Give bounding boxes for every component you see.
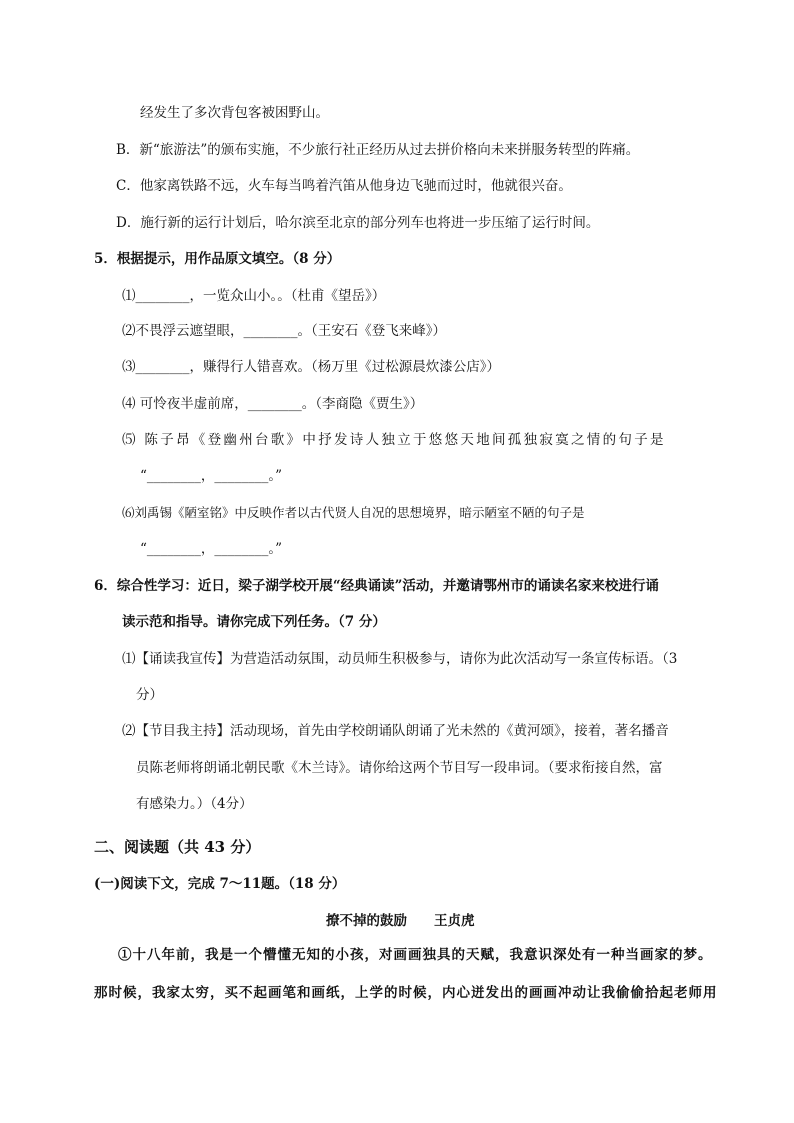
question-5-item-4: ⑷ 可怜夜半虚前席，________。（李商隐《贾生》） bbox=[122, 396, 424, 412]
section-2-heading: 二、阅读题（共 43 分） bbox=[94, 838, 261, 856]
question-5-item-6-blanks: “________，________。” bbox=[140, 541, 283, 557]
question-6: 6．综合性学习：近日，梁子湖学校开展“经典诵读”活动，并邀请鄂州市的诵读名家来校进行诵 bbox=[94, 578, 659, 594]
question-6-item-1-continuation: 分） bbox=[136, 687, 163, 703]
question-5: 5．根据提示，用作品原文填空。（8 分） bbox=[94, 251, 341, 267]
question-5-item-3: ⑶________，赚得行人错喜欢。（杨万里《过松源晨炊漆公店》） bbox=[122, 359, 500, 375]
article-paragraph-1: ①十八年前，我是一个懵懂无知的小孩，对画画独具的天赋，我意识深处有一种当画家的梦。 bbox=[118, 947, 713, 963]
question-5-item-5: ⑸ 陈子昂《登幽州台歌》中抒发诗人独立于悠悠天地间孤独寂寞之情的句子是 bbox=[122, 432, 666, 448]
question-6-item-2: ⑵【节目我主持】活动现场，首先由学校朗诵队朗诵了光未然的《黄河颂》，接着，著名播音 bbox=[122, 723, 669, 739]
option-a-continuation: 经发生了多次背包客被困野山。 bbox=[140, 105, 329, 121]
question-6-continuation: 读示范和指导。请你完成下列任务。（7 分） bbox=[122, 614, 386, 630]
question-6-item-1: ⑴【诵读我宣传】为营造活动氛围，动员师生积极参与，请你为此次活动写一条宣传标语。（3 bbox=[122, 651, 678, 667]
option-b: B．新“旅游法”的颁布实施，不少旅行社正经历从过去拼价格向未来拼服务转型的阵痛。 bbox=[116, 142, 640, 158]
question-5-item-1: ⑴________，一览众山小。。（杜甫《望岳》） bbox=[122, 288, 386, 304]
question-6-item-2-continuation-1: 员陈老师将朗诵北朝民歌《木兰诗》。请你给这两个节目写一段串词。（要求衔接自然，富 bbox=[136, 760, 663, 776]
article-paragraph-1-continuation: 那时候，我家太穷，买不起画笔和画纸，上学的时候，内心迸发出的画画冲动让我偷偷拾起老师用 bbox=[94, 985, 718, 1001]
question-5-item-6: ⑹刘禹锡《陋室铭》中反映作者以古代贤人自况的思想境界，暗示陋室不陋的句子是 bbox=[122, 505, 585, 520]
question-6-item-2-continuation-2: 有感染力。）（4分） bbox=[136, 796, 253, 812]
option-c: C．他家离铁路不远，火车每当鸣着汽笛从他身边飞驰而过时，他就很兴奋。 bbox=[116, 178, 572, 194]
reading-1-heading: (一)阅读下文，完成 7～11题。（18 分） bbox=[94, 876, 346, 892]
article-title: 撩不掉的鼓励 王贞虎 bbox=[326, 913, 475, 929]
question-5-item-5-blanks: “________，________。” bbox=[140, 468, 283, 484]
question-5-item-2: ⑵不畏浮云遮望眼，________。（王安石《登飞来峰》） bbox=[122, 323, 446, 339]
option-d: D．施行新的运行计划后，哈尔滨至北京的部分列车也将进一步压缩了运行时间。 bbox=[116, 215, 600, 231]
